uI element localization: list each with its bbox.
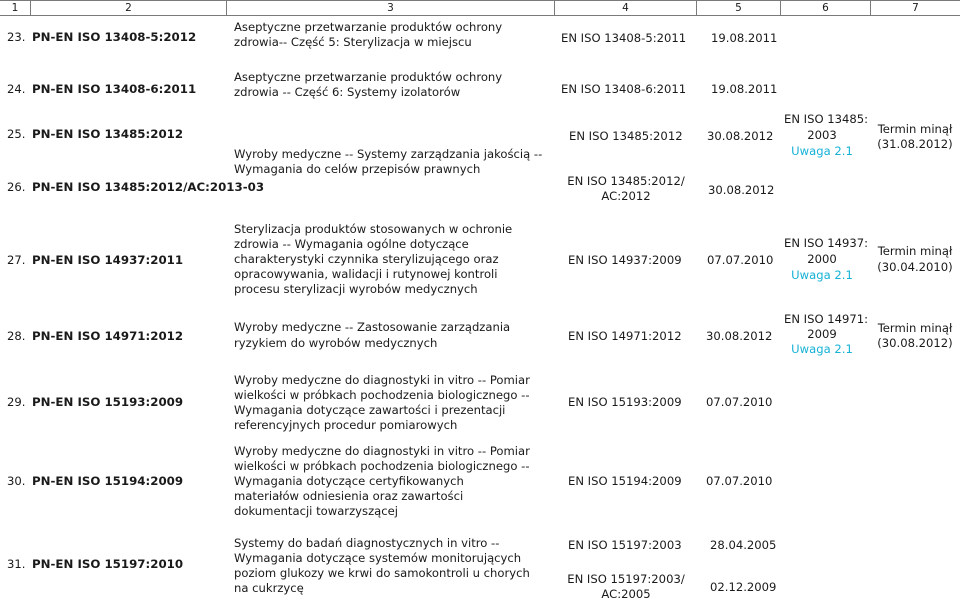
standard-number: PN-EN ISO 13408-5:2012 — [32, 30, 197, 44]
row-number: 27. — [7, 253, 26, 267]
standard-title-line: Aseptyczne przetwarzanie produktów ochrony — [234, 20, 503, 34]
expiry-status-line: (31.08.2012) — [877, 137, 953, 151]
column-header-7: 7 — [870, 1, 960, 15]
standard-title-line: Wyroby medyczne do diagnostyki in vitro -- Pomiar — [234, 373, 530, 387]
column-header-2: 2 — [30, 1, 226, 15]
standard-title-line: Wymagania dotyczące zawartości i prezentacji — [234, 403, 506, 417]
standard-number: PN-EN ISO 14971:2012 — [32, 329, 184, 343]
en-reference: EN ISO 15194:2009 — [568, 474, 682, 488]
column-header-1: 1 — [11, 2, 19, 14]
column-header-row — [0, 0, 960, 16]
expiry-status-line: (30.04.2010) — [877, 260, 953, 274]
en-reference-line: EN ISO 15197:2003/ — [567, 572, 685, 586]
standard-title-line: Wyroby medyczne -- Zastosowanie zarządzania — [234, 320, 511, 334]
standard-number: PN-EN ISO 13485:2012/AC:2013-03 — [32, 180, 265, 194]
expiry-status-line: Termin minął — [877, 321, 953, 335]
row-number: 23. — [7, 30, 26, 44]
publication-date: 19.08.2011 — [711, 31, 778, 45]
standard-title-line: Wyroby medyczne do diagnostyki in vitro -- Pomiar — [234, 444, 530, 458]
publication-date: 28.04.2005 — [710, 538, 777, 552]
standard-title-line: dokumentacji towarzyszącej — [234, 504, 398, 518]
row-number: 26. — [7, 180, 26, 194]
standard-title-line: charakterystyki czynnika sterylizującego oraz — [234, 252, 499, 266]
standard-title-line: materiałów odniesienia oraz zawartości — [234, 489, 464, 503]
row-number: 25. — [7, 127, 26, 141]
expiry-status-line: Termin minął — [877, 122, 953, 136]
standard-title-line: Systemy do badań diagnostycznych in vitro -- — [234, 536, 500, 550]
column-header-6: 6 — [780, 1, 870, 15]
en-reference-line: AC:2012 — [601, 189, 651, 203]
superseded-standard-line: 2003 — [807, 128, 837, 142]
standard-title-line: na cukrzycę — [234, 581, 304, 595]
standard-title-line: zdrowia-- Część 5: Sterylizacja w miejscu — [234, 35, 472, 49]
en-reference: EN ISO 14971:2012 — [568, 329, 682, 343]
note-reference[interactable]: Uwaga 2.1 — [791, 144, 853, 158]
publication-date: 30.08.2012 — [706, 329, 773, 343]
standard-title-line: Aseptyczne przetwarzanie produktów ochrony — [234, 70, 503, 84]
publication-date: 30.08.2012 — [707, 129, 774, 143]
column-header-5: 5 — [696, 1, 780, 15]
expiry-status-line: Termin minął — [877, 244, 953, 258]
note-reference[interactable]: Uwaga 2.1 — [791, 268, 853, 282]
standard-title-line: Wymagania dotyczące systemów monitorujących — [234, 551, 522, 565]
en-reference: EN ISO 15197:2003 — [568, 538, 682, 552]
publication-date: 07.07.2010 — [706, 395, 773, 409]
en-reference: EN ISO 15193:2009 — [568, 395, 682, 409]
note-reference[interactable]: Uwaga 2.1 — [791, 342, 853, 356]
standard-title-line: Sterylizacja produktów stosowanych w ochronie — [234, 222, 513, 236]
column-header-4: 4 — [554, 1, 696, 15]
publication-date: 07.07.2010 — [706, 474, 773, 488]
row-number: 30. — [7, 474, 26, 488]
en-reference: EN ISO 14937:2009 — [568, 253, 682, 267]
standard-title-line: Wymagania do celów przepisów prawnych — [234, 162, 481, 176]
en-reference: EN ISO 13408-6:2011 — [561, 82, 687, 96]
publication-date: 30.08.2012 — [708, 183, 775, 197]
row-number: 29. — [7, 395, 26, 409]
superseded-standard-line: EN ISO 13485: — [784, 112, 869, 126]
en-reference: EN ISO 13485:2012 — [569, 129, 683, 143]
superseded-standard-line: 2009 — [807, 327, 837, 341]
en-reference-line: EN ISO 13485:2012/ — [567, 174, 685, 188]
standard-number: PN-EN ISO 13408-6:2011 — [32, 82, 197, 96]
standard-number: PN-EN ISO 15197:2010 — [32, 557, 184, 571]
row-number: 28. — [7, 329, 26, 343]
expiry-status-line: (30.08.2012) — [877, 336, 953, 350]
row-number: 31. — [7, 557, 26, 571]
standard-title-line: poziom glukozy we krwi do samokontroli u chorych — [234, 566, 530, 580]
superseded-standard-line: 2000 — [807, 252, 837, 266]
standard-title-line: Wymagania dotyczące certyfikowanych — [234, 474, 464, 488]
standard-title-line: wielkości w próbkach pochodzenia biologicznego -- — [234, 388, 530, 402]
standard-number: PN-EN ISO 15194:2009 — [32, 474, 184, 488]
standard-title-line: Wyroby medyczne -- Systemy zarządzania jakością -- — [234, 147, 543, 161]
standard-title-line: referencyjnych procedur pomiarowych — [234, 418, 458, 432]
standard-title-line: zdrowia -- Wymagania ogólne dotyczące — [234, 237, 469, 251]
standard-title-line: opracowywania, walidacji i rutynowej kontroli — [234, 267, 498, 281]
en-reference: EN ISO 13408-5:2011 — [561, 31, 687, 45]
superseded-standard-line: EN ISO 14971: — [784, 312, 869, 326]
column-header-3: 3 — [226, 1, 554, 15]
standard-title-line: procesu sterylizacji wyrobów medycznych — [234, 282, 478, 296]
standard-title-line: zdrowia -- Część 6: Systemy izolatorów — [234, 85, 461, 99]
en-reference-line: AC:2005 — [601, 587, 651, 601]
publication-date: 07.07.2010 — [707, 253, 774, 267]
publication-date: 02.12.2009 — [710, 580, 777, 594]
standard-title-line: ryzykiem do wyrobów medycznych — [234, 336, 438, 350]
standard-number: PN-EN ISO 13485:2012 — [32, 127, 184, 141]
standard-number: PN-EN ISO 14937:2011 — [32, 253, 184, 267]
row-number: 24. — [7, 82, 26, 96]
standard-number: PN-EN ISO 15193:2009 — [32, 395, 184, 409]
superseded-standard-line: EN ISO 14937: — [784, 236, 869, 250]
publication-date: 19.08.2011 — [711, 82, 778, 96]
standard-title-line: wielkości w próbkach pochodzenia biologicznego -- — [234, 459, 530, 473]
